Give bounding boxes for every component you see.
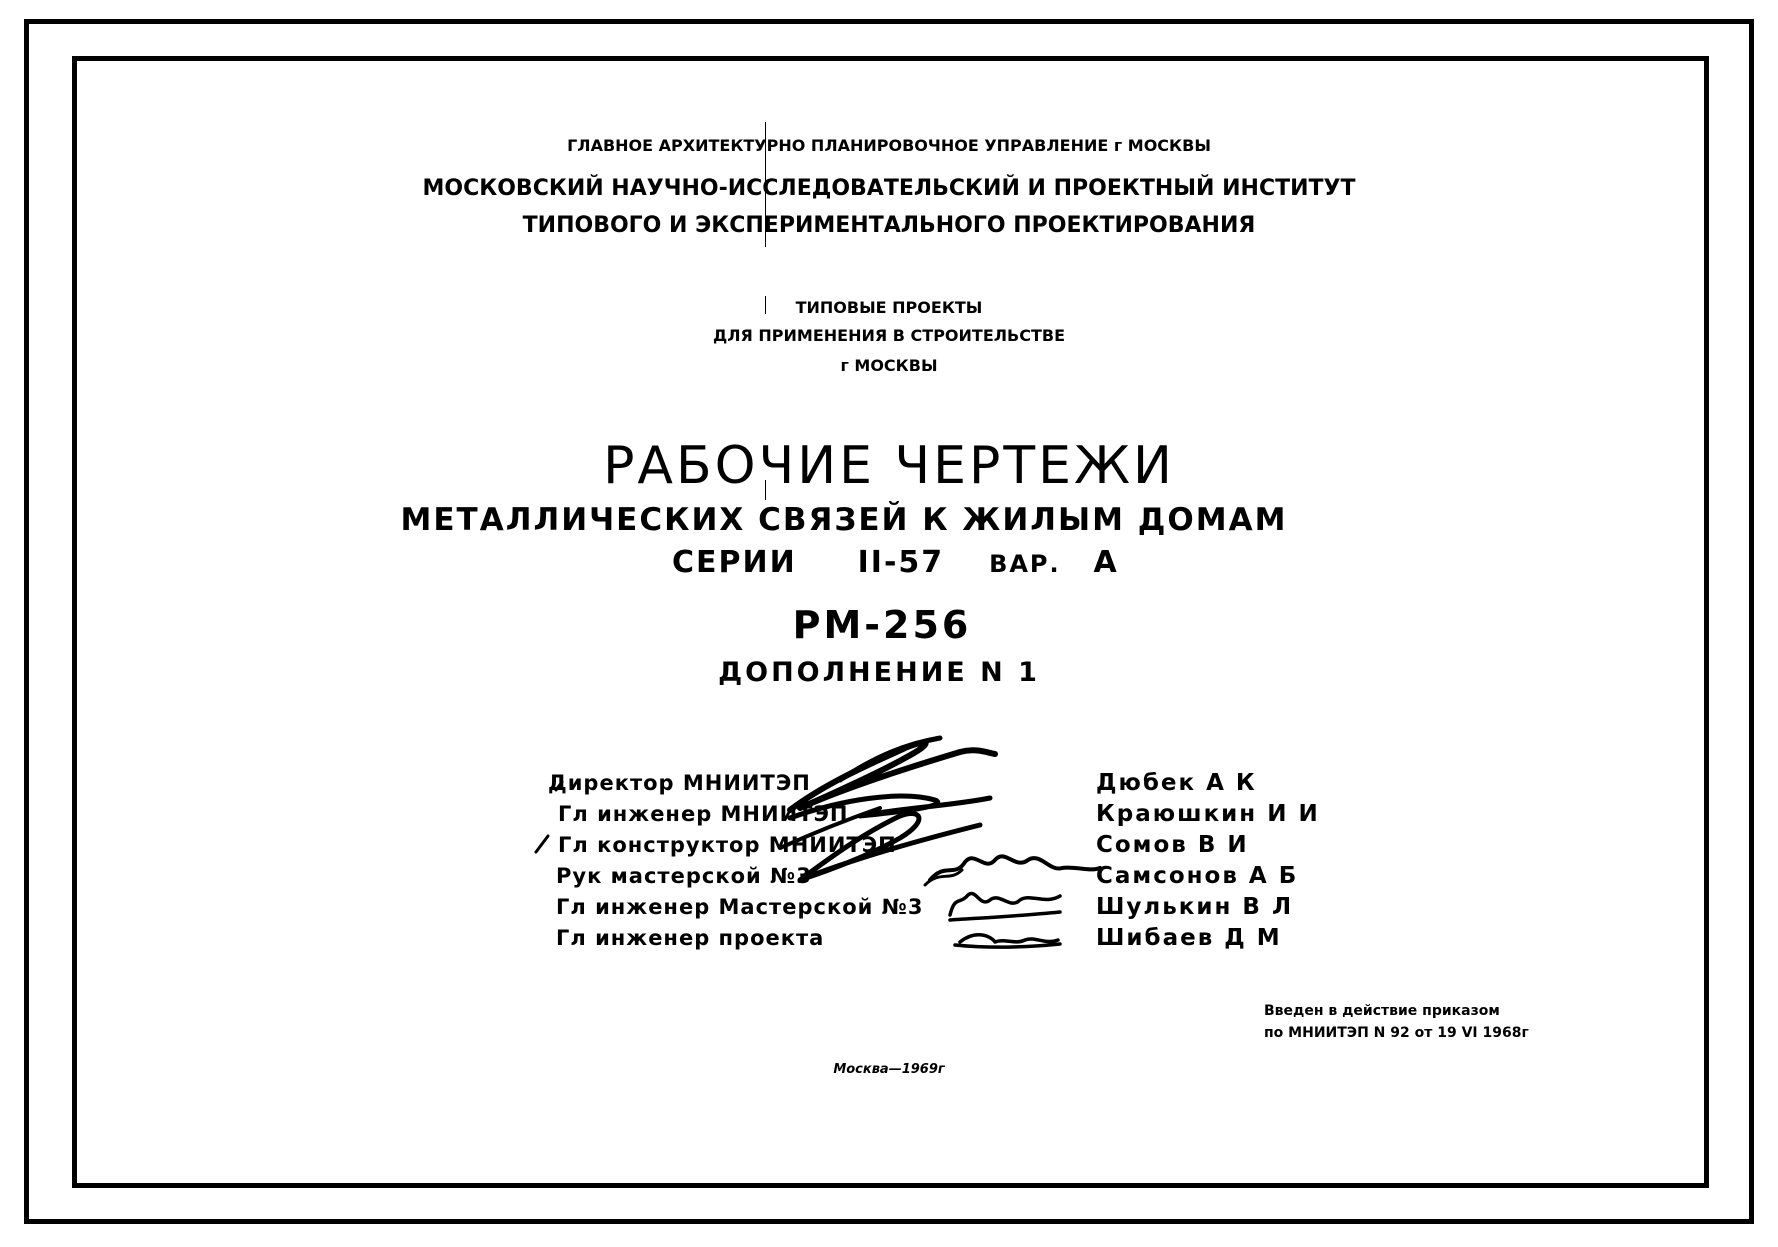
ministry-heading: ГЛАВНОЕ АРХИТЕКТУРНО ПЛАНИРОВОЧНОЕ УПРАВЛЕНИЕ г МОСКВЫ <box>567 136 1211 155</box>
staff-position: Гл конструктор МНИИТЭП <box>558 833 897 857</box>
staff-name: Дюбек А К <box>1096 770 1257 796</box>
city-and-year: Москва—1969г <box>833 1062 945 1077</box>
series-label: СЕРИИ <box>672 545 797 580</box>
variant-value: А <box>1093 545 1119 580</box>
staff-name: Шибаев Д М <box>1096 925 1282 951</box>
staff-name: Шулькин В Л <box>1096 894 1294 920</box>
enactment-note <box>1264 1000 1529 1044</box>
staff-position: Гл инженер проекта <box>556 926 825 950</box>
staff-position: Директор МНИИТЭП <box>548 771 811 795</box>
staff-positions <box>548 768 924 954</box>
document-subtitle: МЕТАЛЛИЧЕСКИХ СВЯЗЕЙ К ЖИЛЫМ ДОМАМ <box>400 502 1288 538</box>
staff-position: Гл инженер МНИИТЭП <box>558 802 849 826</box>
enactment-line2: по МНИИТЭП N 92 от 19 VI 1968г <box>1264 1025 1529 1041</box>
staff-position: Рук мастерской №3 <box>556 864 812 888</box>
addendum-label: ДОПОЛНЕНИЕ N 1 <box>718 657 1040 688</box>
series-line <box>672 545 1119 580</box>
document-code: РМ-256 <box>792 603 972 647</box>
typical-projects-line1: ТИПОВЫЕ ПРОЕКТЫ <box>795 298 983 317</box>
institute-name-line2: ТИПОВОГО И ЭКСПЕРИМЕНТАЛЬНОГО ПРОЕКТИРОВАНИЯ <box>522 213 1256 238</box>
staff-names <box>1096 768 1320 954</box>
enactment-line1: Введен в действие приказом <box>1264 1003 1500 1019</box>
staff-name: Сомов В И <box>1096 832 1249 858</box>
document-title: РАБОЧИЕ ЧЕРТЕЖИ <box>603 436 1175 496</box>
institute-name-line1: МОСКОВСКИЙ НАУЧНО-ИССЛЕДОВАТЕЛЬСКИЙ И ПРОЕКТНЫЙ ИНСТИТУТ <box>422 176 1356 201</box>
staff-name: Самсонов А Б <box>1096 863 1299 889</box>
series-number: II-57 <box>857 545 945 580</box>
staff-position: Гл инженер Мастерской №3 <box>556 895 924 919</box>
typical-projects-line2: ДЛЯ ПРИМЕНЕНИЯ В СТРОИТЕЛЬСТВЕ <box>712 326 1066 345</box>
variant-label: ВАР. <box>989 550 1061 578</box>
staff-name: Краюшкин И И <box>1096 801 1320 827</box>
typical-projects-line3: г МОСКВЫ <box>840 356 938 375</box>
